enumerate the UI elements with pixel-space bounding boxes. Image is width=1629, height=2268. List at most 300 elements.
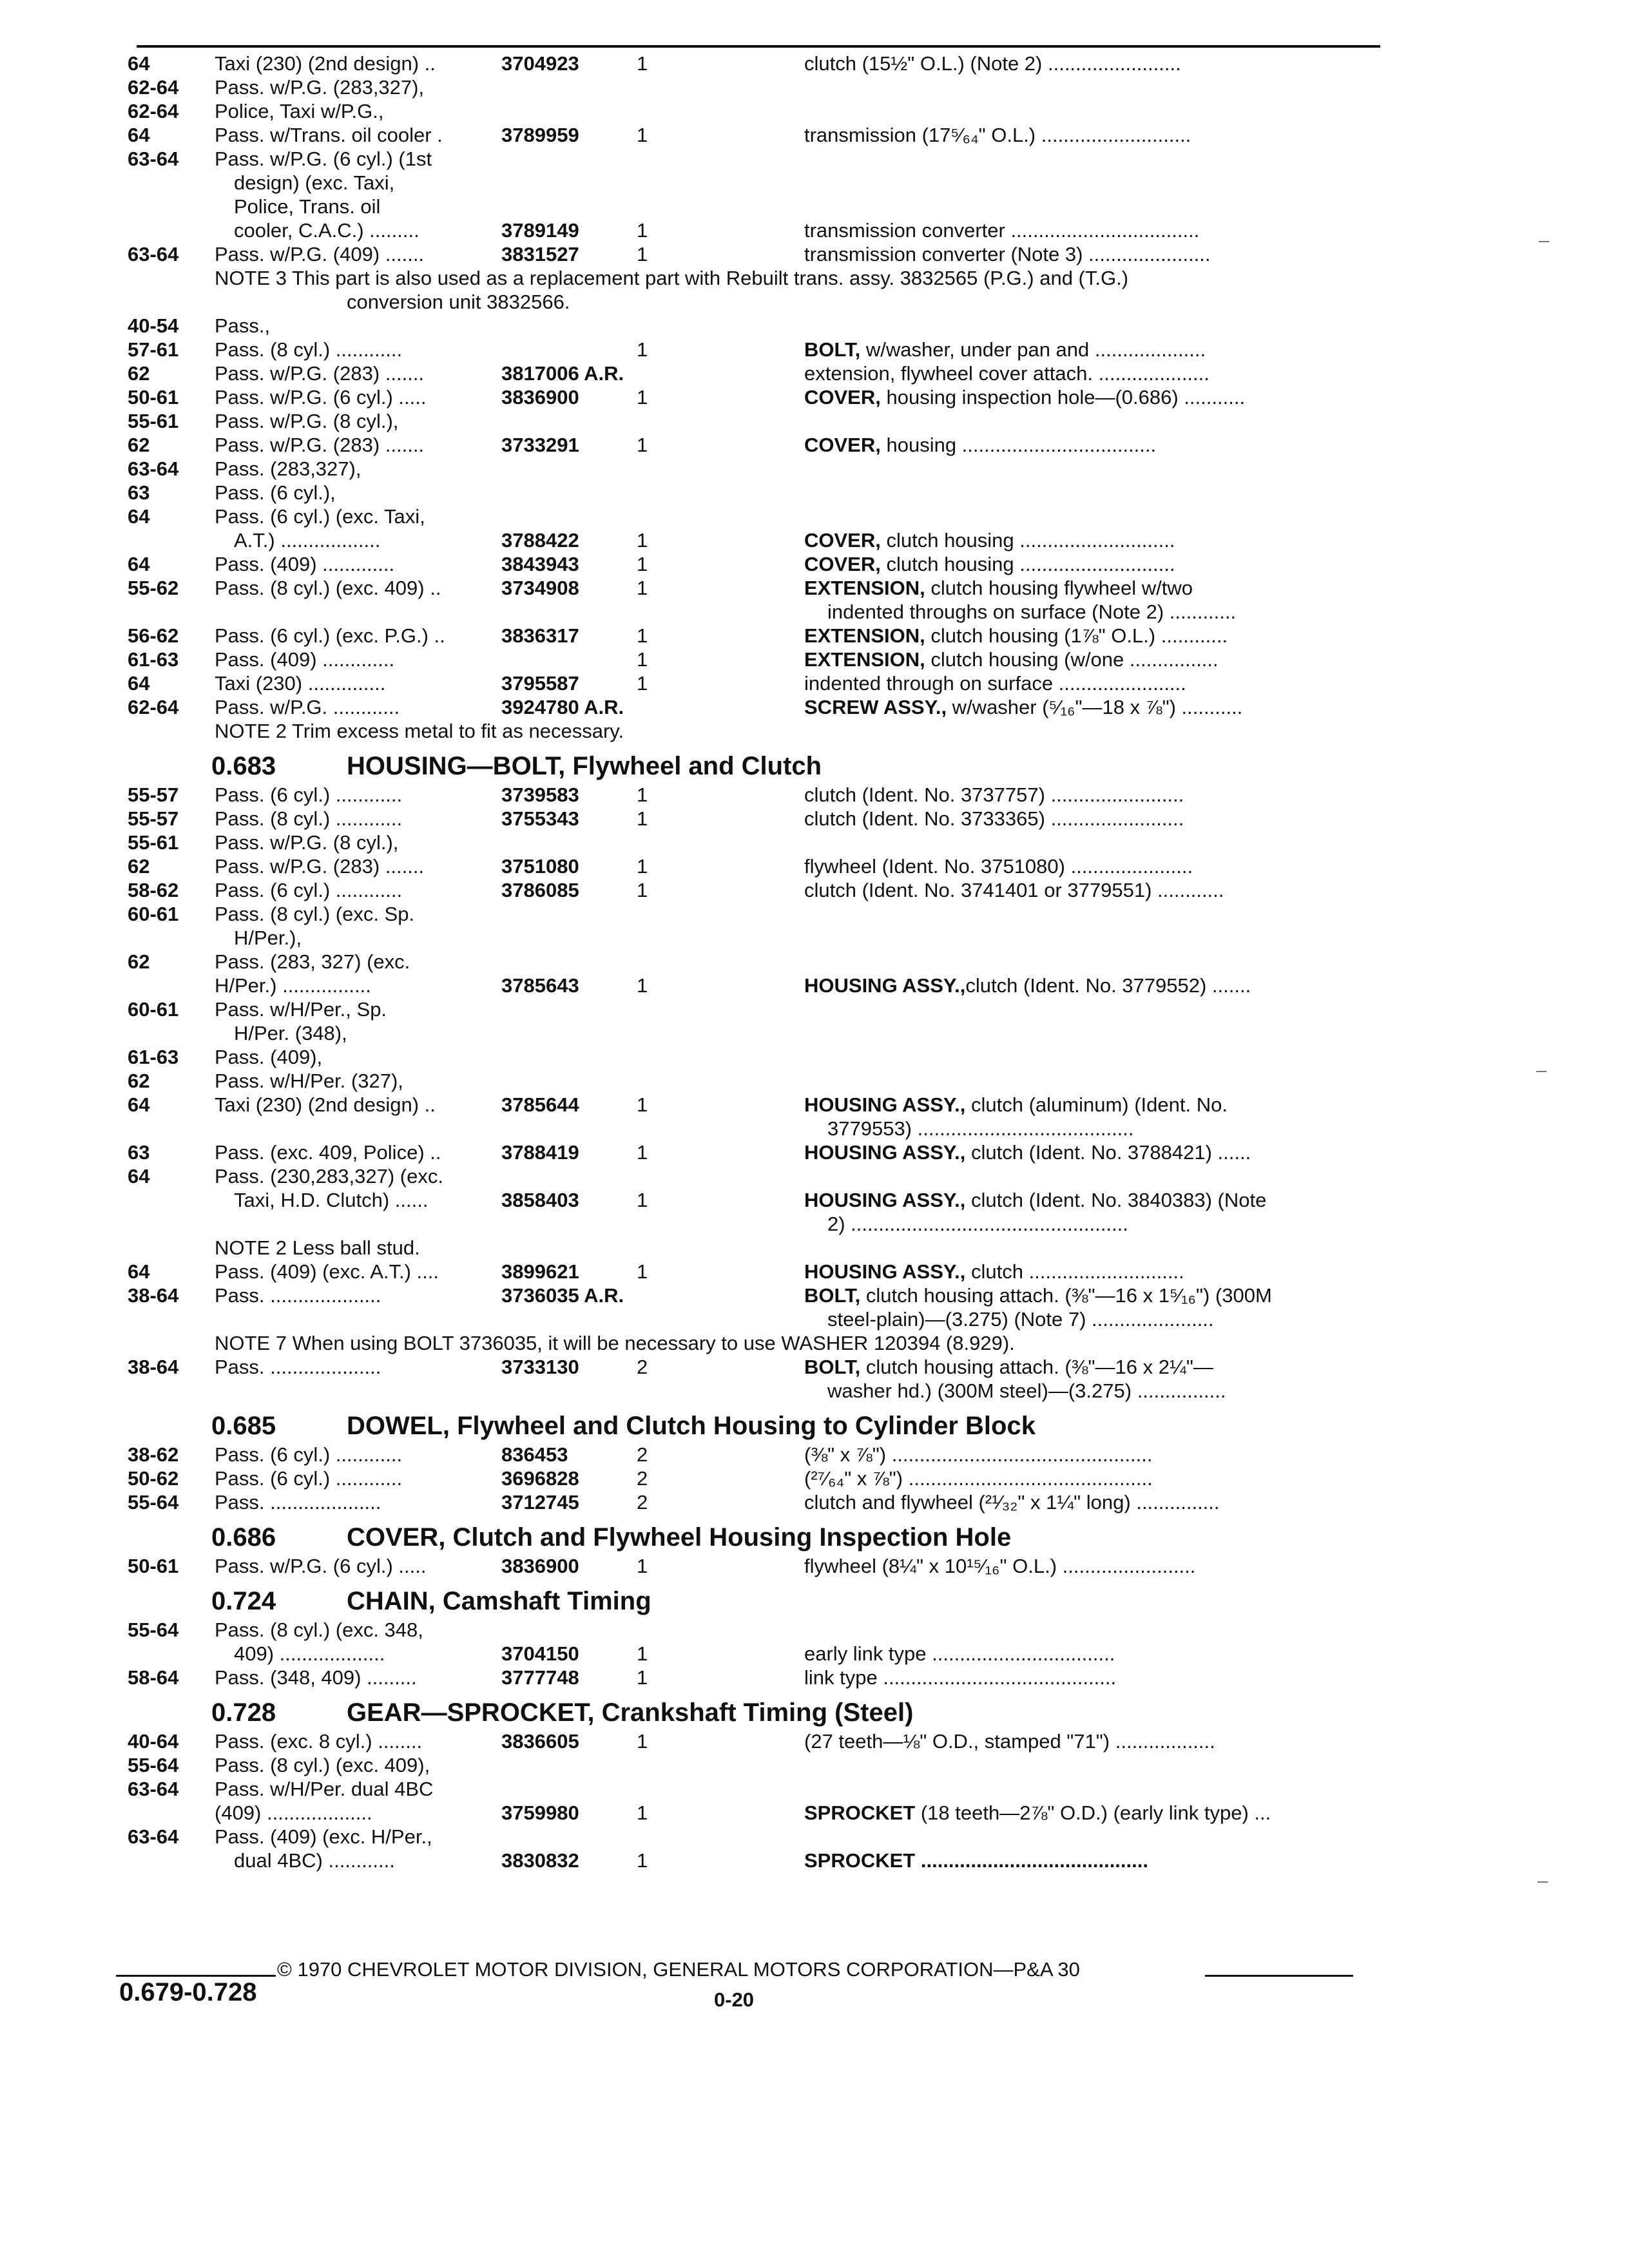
- application: Pass. (230,283,327) (exc.: [215, 1165, 443, 1187]
- part-row: [128, 1212, 1378, 1236]
- description: HOUSING ASSY.,clutch (Ident. No. 3779552) .......: [804, 974, 1251, 997]
- quantity: 2: [637, 1467, 648, 1490]
- model-years: 50-61: [128, 1555, 179, 1577]
- application: Pass. ....................: [215, 1356, 381, 1378]
- application: Pass. w/H/Per., Sp.: [215, 998, 387, 1021]
- margin-mark: [1537, 1881, 1548, 1883]
- part-number: 3734908: [501, 577, 579, 599]
- part-row: [128, 695, 1378, 719]
- part-row: [128, 1849, 1378, 1872]
- model-years: 62: [128, 362, 150, 385]
- application: 409) ...................: [234, 1642, 385, 1665]
- description: steel-plain)—(3.275) (Note 7) ......................: [827, 1308, 1214, 1331]
- part-row: [128, 950, 1378, 974]
- section-title: HOUSING—BOLT, Flywheel and Clutch: [347, 752, 822, 780]
- model-years: 64: [128, 1165, 150, 1187]
- description: indented throughs on surface (Note 2) ............: [827, 601, 1237, 623]
- part-row: [128, 671, 1378, 695]
- description: SPROCKET (18 teeth—2⅞" O.D.) (early link type) ...: [804, 1802, 1271, 1824]
- part-row: [128, 1379, 1378, 1403]
- part-number: 3843943: [501, 553, 579, 575]
- quantity: 1: [637, 577, 648, 599]
- application: cooler, C.A.C.) .........: [234, 219, 419, 242]
- parts-list: [128, 52, 1378, 1872]
- application: Pass. (409) (exc. A.T.) ....: [215, 1260, 439, 1283]
- application: Pass. w/P.G. (283) .......: [215, 434, 425, 456]
- part-number: 3836605: [501, 1730, 579, 1753]
- model-years: 40-64: [128, 1730, 179, 1753]
- application: Pass. (409) .............: [215, 553, 395, 575]
- part-row: [128, 1045, 1378, 1069]
- description: transmission (17⁵⁄₆₄" O.L.) ...........................: [804, 124, 1191, 146]
- part-row: [128, 99, 1378, 123]
- model-years: 62-64: [128, 76, 179, 99]
- part-row: [128, 361, 1378, 385]
- application: Pass. (283, 327) (exc.: [215, 950, 410, 973]
- part-row: [128, 576, 1378, 600]
- model-years: 64: [128, 505, 150, 528]
- part-row: [128, 1069, 1378, 1093]
- note-text: NOTE 7 When using BOLT 3736035, it will be necessary to use WASHER 120394 (8.929).: [215, 1332, 1015, 1354]
- application: Pass. w/P.G. (6 cyl.) .....: [215, 1555, 427, 1577]
- application: Police, Trans. oil: [234, 195, 381, 218]
- part-number: 3712745: [501, 1491, 579, 1514]
- part-row: [128, 878, 1378, 902]
- description: COVER, clutch housing ............................: [804, 529, 1175, 552]
- model-years: 55-64: [128, 1619, 179, 1641]
- model-years: 63: [128, 481, 150, 504]
- part-number: 3924780 A.R.: [501, 696, 624, 718]
- model-years: 55-57: [128, 807, 179, 830]
- model-years: 62: [128, 1070, 150, 1092]
- part-number: 3704150: [501, 1642, 579, 1665]
- application: Pass. (8 cyl.) (exc. 409),: [215, 1754, 430, 1776]
- description: extension, flywheel cover attach. ....................: [804, 362, 1210, 385]
- part-row: [128, 171, 1378, 195]
- part-row: [128, 1554, 1378, 1578]
- part-number: 3777748: [501, 1666, 579, 1689]
- part-number: 3858403: [501, 1189, 579, 1211]
- quantity: 1: [637, 124, 648, 146]
- part-row: [128, 1642, 1378, 1666]
- description: transmission converter (Note 3) ......................: [804, 243, 1211, 265]
- model-years: 57-61: [128, 338, 179, 361]
- model-years: 56-62: [128, 624, 179, 647]
- model-years: 55-61: [128, 831, 179, 854]
- quantity: 2: [637, 1491, 648, 1514]
- part-number: 3785643: [501, 974, 579, 997]
- model-years: 64: [128, 553, 150, 575]
- application: Taxi (230) (2nd design) ..: [215, 1093, 436, 1116]
- section-number: 0.685: [211, 1412, 276, 1440]
- part-row: [128, 1443, 1378, 1466]
- part-row: [128, 974, 1378, 997]
- section-title: CHAIN, Camshaft Timing: [347, 1587, 651, 1615]
- part-row: [128, 854, 1378, 878]
- part-row: [128, 123, 1378, 147]
- part-number: 3696828: [501, 1467, 579, 1490]
- model-years: 58-62: [128, 879, 179, 901]
- model-years: 50-61: [128, 386, 179, 408]
- application: Police, Taxi w/P.G.,: [215, 100, 384, 122]
- part-row: [128, 1729, 1378, 1753]
- application: Pass. w/P.G. (8 cyl.),: [215, 831, 399, 854]
- model-years: 55-64: [128, 1491, 179, 1514]
- application: Pass. w/P.G. (8 cyl.),: [215, 410, 399, 432]
- description: EXTENSION, clutch housing (1⅞" O.L.) ............: [804, 624, 1228, 647]
- description: EXTENSION, clutch housing (w/one ................: [804, 648, 1219, 671]
- application: A.T.) ..................: [234, 529, 381, 552]
- note-text: NOTE 2 Trim excess metal to fit as necessary.: [215, 720, 624, 742]
- part-row: [128, 1093, 1378, 1117]
- description: (²⁷⁄₆₄" x ⅞") ............................................: [804, 1467, 1153, 1490]
- quantity: 1: [637, 1849, 648, 1872]
- description: clutch (Ident. No. 3733365) ........................: [804, 807, 1184, 830]
- section-header: [128, 1696, 1378, 1729]
- description: early link type .................................: [804, 1642, 1115, 1665]
- model-years: 61-63: [128, 1046, 179, 1068]
- note-row: [128, 266, 1378, 290]
- quantity: 1: [637, 879, 648, 901]
- model-years: 50-62: [128, 1467, 179, 1490]
- part-row: [128, 783, 1378, 807]
- note-row: [128, 719, 1378, 743]
- part-number: 3831527: [501, 243, 579, 265]
- application: Pass. (409) (exc. H/Per.,: [215, 1825, 432, 1848]
- part-number: 836453: [501, 1443, 568, 1466]
- description: washer hd.) (300M steel)—(3.275) ................: [827, 1379, 1226, 1402]
- part-row: [128, 902, 1378, 926]
- part-number: 3759980: [501, 1802, 579, 1824]
- part-number: 3785644: [501, 1093, 579, 1116]
- application: dual 4BC) ............: [234, 1849, 395, 1872]
- description: EXTENSION, clutch housing flywheel w/two: [804, 577, 1193, 599]
- description: COVER, housing ...................................: [804, 434, 1157, 456]
- part-number: 3836900: [501, 1555, 579, 1577]
- model-years: 63-64: [128, 457, 179, 480]
- quantity: 2: [637, 1443, 648, 1466]
- description: clutch and flywheel (²¹⁄₃₂" x 1¼" long) ...............: [804, 1491, 1220, 1514]
- application: Pass. (6 cyl.),: [215, 481, 336, 504]
- part-number: 3836317: [501, 624, 579, 647]
- model-years: 55-64: [128, 1754, 179, 1776]
- description: BOLT, clutch housing attach. (⅜"—16 x 2¼"—: [804, 1356, 1213, 1378]
- part-row: [128, 1801, 1378, 1825]
- description: (⅜" x ⅞") ...............................................: [804, 1443, 1153, 1466]
- application: Taxi, H.D. Clutch) ......: [234, 1189, 429, 1211]
- part-number: 3789149: [501, 219, 579, 242]
- part-row: [128, 242, 1378, 266]
- model-years: 64: [128, 672, 150, 695]
- description: 2) ..................................................: [827, 1213, 1128, 1235]
- part-row: [128, 147, 1378, 171]
- model-years: 62-64: [128, 100, 179, 122]
- application: Pass. (6 cyl.) ............: [215, 1443, 403, 1466]
- application: Pass. w/P.G. (6 cyl.) (1st: [215, 148, 432, 170]
- note-text: conversion unit 3832566.: [347, 291, 570, 313]
- part-number: 3817006 A.R.: [501, 362, 624, 385]
- part-row: [128, 1283, 1378, 1307]
- model-years: 61-63: [128, 648, 179, 671]
- application: Pass. w/Trans. oil cooler .: [215, 124, 443, 146]
- model-years: 55-62: [128, 577, 179, 599]
- quantity: 1: [637, 855, 648, 878]
- part-row: [128, 1753, 1378, 1777]
- quantity: 1: [637, 807, 648, 830]
- part-number: 3704923: [501, 52, 579, 75]
- part-number: 3836900: [501, 386, 579, 408]
- application: H/Per. (348),: [234, 1022, 347, 1044]
- application: Pass. (6 cyl.) ............: [215, 879, 403, 901]
- part-row: [128, 624, 1378, 648]
- model-years: 60-61: [128, 998, 179, 1021]
- footer-rule-right: [1205, 1975, 1353, 1977]
- note-text: NOTE 3 This part is also used as a replacement part with Rebuilt trans. assy. 3832565 (P.G.) and (T.G.): [215, 267, 1129, 289]
- part-row: [128, 648, 1378, 671]
- part-row: [128, 1021, 1378, 1045]
- model-years: 55-61: [128, 410, 179, 432]
- section-number: 0.686: [211, 1523, 276, 1552]
- part-row: [128, 52, 1378, 75]
- quantity: 1: [637, 1642, 648, 1665]
- part-number: 3786085: [501, 879, 579, 901]
- description: indented through on surface .......................: [804, 672, 1186, 695]
- model-years: 62-64: [128, 696, 179, 718]
- model-years: 62: [128, 950, 150, 973]
- quantity: 1: [637, 624, 648, 647]
- part-row: [128, 1260, 1378, 1283]
- application: Pass. (6 cyl.) ............: [215, 1467, 403, 1490]
- application: Pass. ....................: [215, 1284, 381, 1307]
- description: transmission converter ..................................: [804, 219, 1200, 242]
- section-header: [128, 749, 1378, 783]
- application: Pass. (409),: [215, 1046, 323, 1068]
- margin-mark: [1536, 1071, 1547, 1072]
- part-row: [128, 457, 1378, 481]
- note-row: [128, 1236, 1378, 1260]
- application: Pass. (exc. 409, Police) ..: [215, 1141, 441, 1164]
- quantity: 1: [637, 1802, 648, 1824]
- model-years: 63-64: [128, 1825, 179, 1848]
- application: Pass. w/P.G. (409) .......: [215, 243, 425, 265]
- section-header: [128, 1521, 1378, 1554]
- part-row: [128, 1618, 1378, 1642]
- quantity: 1: [637, 243, 648, 265]
- description: COVER, housing inspection hole—(0.686) ...........: [804, 386, 1246, 408]
- part-row: [128, 481, 1378, 505]
- part-number: 3795587: [501, 672, 579, 695]
- part-row: [128, 552, 1378, 576]
- note-row: [128, 290, 1378, 314]
- part-row: [128, 600, 1378, 624]
- description: HOUSING ASSY., clutch (Ident. No. 3788421) ......: [804, 1141, 1251, 1164]
- part-number: 3899621: [501, 1260, 579, 1283]
- model-years: 38-64: [128, 1356, 179, 1378]
- application: Pass. w/P.G. (283,327),: [215, 76, 425, 99]
- part-row: [128, 1164, 1378, 1188]
- quantity: 1: [637, 1730, 648, 1753]
- description: HOUSING ASSY., clutch (aluminum) (Ident. No.: [804, 1093, 1228, 1116]
- application: Pass. (409) .............: [215, 648, 395, 671]
- section-number: 0.724: [211, 1587, 276, 1615]
- top-rule: [137, 45, 1380, 48]
- part-number: 3755343: [501, 807, 579, 830]
- application: Pass.,: [215, 314, 271, 337]
- description: clutch (Ident. No. 3737757) ........................: [804, 783, 1184, 806]
- quantity: 1: [637, 672, 648, 695]
- description: HOUSING ASSY., clutch (Ident. No. 3840383) (Note: [804, 1189, 1267, 1211]
- application: Pass. w/H/Per. (327),: [215, 1070, 403, 1092]
- model-years: 62: [128, 855, 150, 878]
- part-number: 3789959: [501, 124, 579, 146]
- section-header: [128, 1409, 1378, 1443]
- application: Pass. w/P.G. (283) .......: [215, 362, 425, 385]
- quantity: 1: [637, 1093, 648, 1116]
- part-number: 3830832: [501, 1849, 579, 1872]
- application: Pass. (6 cyl.) (exc. P.G.) ..: [215, 624, 445, 647]
- section-title: DOWEL, Flywheel and Clutch Housing to Cylinder Block: [347, 1412, 1036, 1440]
- quantity: 1: [637, 219, 648, 242]
- application: Pass. w/H/Per. dual 4BC: [215, 1778, 434, 1800]
- part-number: 3733291: [501, 434, 579, 456]
- model-years: 63: [128, 1141, 150, 1164]
- part-number: 3788419: [501, 1141, 579, 1164]
- model-years: 55-57: [128, 783, 179, 806]
- quantity: 1: [637, 553, 648, 575]
- quantity: 1: [637, 52, 648, 75]
- application: Pass. (8 cyl.) ............: [215, 807, 403, 830]
- part-row: [128, 1666, 1378, 1689]
- part-row: [128, 1490, 1378, 1514]
- application: Pass. (348, 409) .........: [215, 1666, 417, 1689]
- part-row: [128, 1466, 1378, 1490]
- section-title: COVER, Clutch and Flywheel Housing Inspection Hole: [347, 1523, 1012, 1552]
- application: Pass. (8 cyl.) ............: [215, 338, 403, 361]
- quantity: 1: [637, 1260, 648, 1283]
- part-row: [128, 807, 1378, 831]
- application: Taxi (230) (2nd design) ..: [215, 52, 436, 75]
- quantity: 1: [637, 648, 648, 671]
- margin-mark: [1539, 241, 1549, 242]
- model-years: 60-61: [128, 903, 179, 925]
- footer-section-range: 0.679-0.728: [119, 1978, 257, 2006]
- description: SCREW ASSY., w/washer (⁵⁄₁₆"—18 x ⅞") ...........: [804, 696, 1243, 718]
- description: BOLT, clutch housing attach. (⅜"—16 x 1⁵⁄₁₆") (300M: [804, 1284, 1272, 1307]
- application: Pass. w/P.G. (6 cyl.) .....: [215, 386, 427, 408]
- application: Pass. ....................: [215, 1491, 381, 1514]
- section-number: 0.683: [211, 752, 276, 780]
- application: Pass. w/P.G. (283) .......: [215, 855, 425, 878]
- application: Pass. (283,327),: [215, 457, 361, 480]
- application: Pass. (exc. 8 cyl.) ........: [215, 1730, 423, 1753]
- application: design) (exc. Taxi,: [234, 171, 395, 194]
- part-row: [128, 926, 1378, 950]
- part-number: 3788422: [501, 529, 579, 552]
- description: COVER, clutch housing ............................: [804, 553, 1175, 575]
- section-header: [128, 1584, 1378, 1618]
- model-years: 63-64: [128, 243, 179, 265]
- part-row: [128, 385, 1378, 409]
- part-row: [128, 1307, 1378, 1331]
- quantity: 1: [637, 1666, 648, 1689]
- application: Pass. (8 cyl.) (exc. 409) ..: [215, 577, 441, 599]
- model-years: 40-54: [128, 314, 179, 337]
- part-row: [128, 528, 1378, 552]
- part-row: [128, 433, 1378, 457]
- quantity: 1: [637, 434, 648, 456]
- note-row: [128, 1331, 1378, 1355]
- description: SPROCKET .........................................: [804, 1849, 1148, 1872]
- quantity: 2: [637, 1356, 648, 1378]
- application: Pass. (6 cyl.) (exc. Taxi,: [215, 505, 425, 528]
- application: H/Per.),: [234, 927, 302, 949]
- section-number: 0.728: [211, 1698, 276, 1727]
- application: Pass. (8 cyl.) (exc. Sp.: [215, 903, 415, 925]
- part-row: [128, 314, 1378, 338]
- model-years: 58-64: [128, 1666, 179, 1689]
- part-number: 3751080: [501, 855, 579, 878]
- model-years: 62: [128, 434, 150, 456]
- description: link type ..........................................: [804, 1666, 1117, 1689]
- part-row: [128, 1825, 1378, 1849]
- model-years: 38-64: [128, 1284, 179, 1307]
- description: 3779553) .......................................: [827, 1117, 1134, 1140]
- note-text: NOTE 2 Less ball stud.: [215, 1236, 420, 1259]
- part-row: [128, 831, 1378, 854]
- quantity: 1: [637, 1141, 648, 1164]
- model-years: 63-64: [128, 1778, 179, 1800]
- part-row: [128, 505, 1378, 528]
- application: Pass. (6 cyl.) ............: [215, 783, 403, 806]
- footer-rule-left: [116, 1975, 276, 1977]
- part-row: [128, 1355, 1378, 1379]
- quantity: 1: [637, 386, 648, 408]
- part-number: 3739583: [501, 783, 579, 806]
- model-years: 64: [128, 124, 150, 146]
- application: Taxi (230) ..............: [215, 672, 386, 695]
- part-row: [128, 1188, 1378, 1212]
- description: clutch (Ident. No. 3741401 or 3779551) ............: [804, 879, 1224, 901]
- footer-page-number: 0-20: [714, 1988, 755, 2011]
- model-years: 38-62: [128, 1443, 179, 1466]
- part-row: [128, 338, 1378, 361]
- application: Pass. (8 cyl.) (exc. 348,: [215, 1619, 423, 1641]
- quantity: 1: [637, 1189, 648, 1211]
- quantity: 1: [637, 338, 648, 361]
- part-row: [128, 409, 1378, 433]
- part-row: [128, 1777, 1378, 1801]
- quantity: 1: [637, 783, 648, 806]
- footer-copyright: © 1970 CHEVROLET MOTOR DIVISION, GENERAL MOTORS CORPORATION—P&A 30: [277, 1958, 1080, 1981]
- quantity: 1: [637, 1555, 648, 1577]
- description: flywheel (8¼" x 10¹⁵⁄₁₆" O.L.) ........................: [804, 1555, 1196, 1577]
- description: (27 teeth—⅛" O.D., stamped "71") ..................: [804, 1730, 1215, 1753]
- quantity: 1: [637, 974, 648, 997]
- description: BOLT, w/washer, under pan and ....................: [804, 338, 1206, 361]
- part-row: [128, 1117, 1378, 1140]
- part-row: [128, 997, 1378, 1021]
- part-number: 3736035 A.R.: [501, 1284, 624, 1307]
- part-row: [128, 1140, 1378, 1164]
- model-years: 64: [128, 1093, 150, 1116]
- quantity: 1: [637, 529, 648, 552]
- application: Pass. w/P.G. ............: [215, 696, 400, 718]
- part-row: [128, 218, 1378, 242]
- model-years: 63-64: [128, 148, 179, 170]
- description: clutch (15½" O.L.) (Note 2) ........................: [804, 52, 1181, 75]
- section-title: GEAR—SPROCKET, Crankshaft Timing (Steel): [347, 1698, 914, 1727]
- description: HOUSING ASSY., clutch ............................: [804, 1260, 1184, 1283]
